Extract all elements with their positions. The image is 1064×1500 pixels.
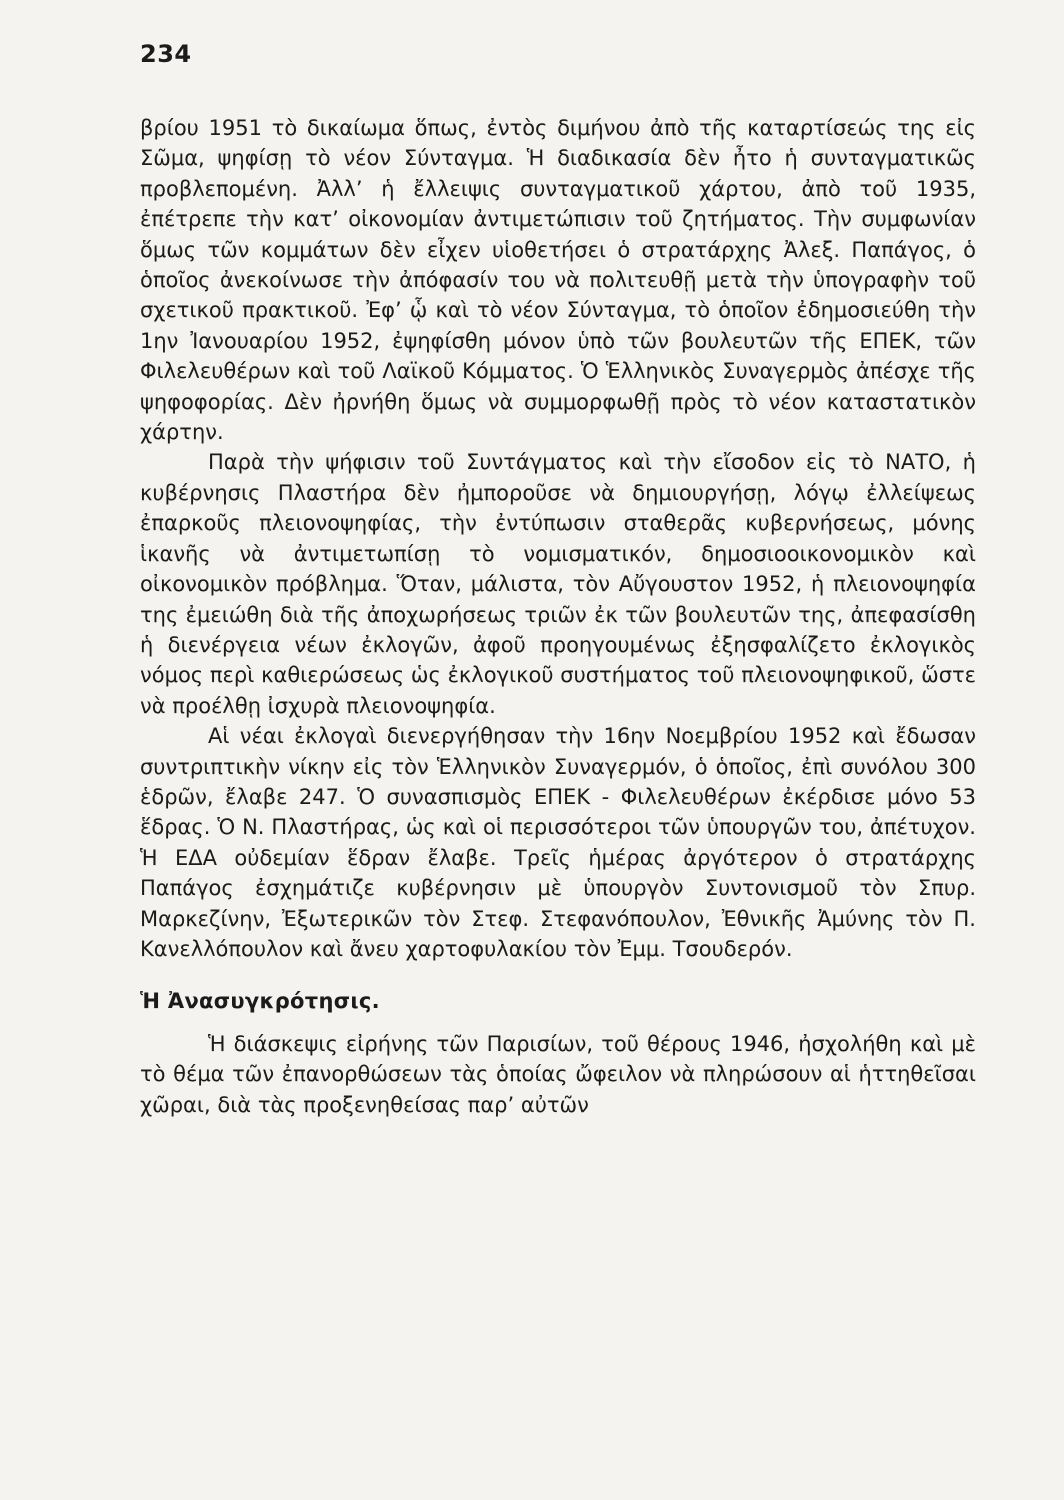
paragraph-1: βρίου 1951 τὸ δικαίωμα ὅπως, ἐντὸς διμήνου ἀπὸ τῆς καταρτίσεώς της εἰς Σῶμα, ψηφίσῃ τὸ νέον Σύνταγμα. Ἡ διαδικασία δὲν ἦτο ἡ συνταγματικῶς προβλεπομένη. Ἀλλ’ ἡ ἔλλειψις συνταγματικοῦ χάρτου, ἀπὸ τοῦ 1935, ἐπέτρεπε τὴν κατ’ οἰκονομίαν ἀντιμετώπισιν τοῦ ζητήματος. Τὴν συμφωνίαν ὅμως τῶν κομμάτων δὲν εἶχεν υἱοθετήσει ὁ στρατάρχης Ἀλεξ. Παπάγος, ὁ ὁποῖος ἀνεκοίνωσε τὴν ἀπόφασίν του νὰ πολιτευθῇ μετὰ τὴν ὑπογραφὴν τοῦ σχετικοῦ πρακτικοῦ. Ἐφ’ ᾧ καὶ τὸ νέον Σύνταγμα, τὸ ὁποῖον ἐδημοσιεύθη τὴν 1ην Ἰανουαρίου 1952, ἐψηφίσθη μόνον ὑπὸ τῶν βουλευτῶν τῆς ΕΠΕΚ, τῶν Φιλελευθέρων καὶ τοῦ Λαϊκοῦ Κόμματος. Ὁ Ἑλληνικὸς Συναγερμὸς ἀπέσχε τῆς ψηφοφορίας. Δὲν ἠρνήθη ὅμως νὰ συμμορφωθῇ πρὸς τὸ νέον καταστατικὸν χάρτην. xyxy=(140,116,976,445)
section-heading: Ἡ Ἀνασυγκρότησις. xyxy=(140,989,380,1014)
paragraph-3: Αἱ νέαι ἐκλογαὶ διενεργήθησαν τὴν 16ην Νοεμβρίου 1952 καὶ ἔδωσαν συντριπτικὴν νίκην εἰς τὸν Ἑλληνικὸν Συναγερμόν, ὁ ὁποῖος, ἐπὶ συνόλου 300 ἑδρῶν, ἔλαβε 247. Ὁ συνασπισμὸς ΕΠΕΚ - Φιλελευθέρων ἐκέρδισε μόνο 53 ἕδρας. Ὁ Ν. Πλαστήρας, ὡς καὶ οἱ περισσότεροι τῶν ὑπουργῶν του, ἀπέτυχον. Ἡ ΕΔΑ οὐδεμίαν ἕδραν ἔλαβε. Τρεῖς ἡμέρας ἀργότερον ὁ στρατάρχης Παπάγος ἐσχημάτιζε κυβέρνησιν μὲ ὑπουργὸν Συντονισμοῦ τὸν Σπυρ. Μαρκεζίνην, Ἐξωτερικῶν τὸν Στεφ. Στεφανόπουλον, Ἐθνικῆς Ἀμύνης τὸν Π. Κανελλόπουλον καὶ ἄνευ χαρτοφυλακίου τὸν Ἐμμ. Τσουδερόν. xyxy=(140,724,976,961)
page-number: 234 xyxy=(140,40,192,68)
paragraph-4: Ἡ διάσκεψις εἰρήνης τῶν Παρισίων, τοῦ θέρους 1946, ἠσχολήθη καὶ μὲ τὸ θέμα τῶν ἐπανορθώσεων τὰς ὁποίας ὤφειλον νὰ πληρώσουν αἱ ἡττηθεῖσαι χῶραι, διὰ τὰς προξενηθείσας παρ’ αὐτῶν xyxy=(140,1031,976,1117)
paragraph-2: Παρὰ τὴν ψήφισιν τοῦ Συντάγματος καὶ τὴν εἴσοδον εἰς τὸ ΝΑΤΟ, ἡ κυβέρνησις Πλαστήρα δὲν ἠμποροῦσε νὰ δημιουργήσῃ, λόγῳ ἐλλείψεως ἐπαρκοῦς πλειονοψηφίας, τὴν ἐντύπωσιν σταθερᾶς κυβερνήσεως, μόνης ἱκανῆς νὰ ἀντιμετωπίσῃ τὸ νομισματικόν, δημοσιοοικονομικὸν καὶ οἰκονομικὸν πρόβλημα. Ὅταν, μάλιστα, τὸν Αὔγουστον 1952, ἡ πλειονοψηφία της ἐμειώθη διὰ τῆς ἀποχωρήσεως τριῶν ἐκ τῶν βουλευτῶν της, ἀπεφασίσθη ἡ διενέργεια νέων ἐκλογῶν, ἀφοῦ προηγουμένως ἐξησφαλίζετο ἐκλογικὸς νόμος περὶ καθιερώσεως ὡς ἐκλογικοῦ συστήματος τοῦ πλειονοψηφικοῦ, ὥστε νὰ προέλθῃ ἰσχυρὰ πλειονοψηφία. xyxy=(140,450,976,718)
page-text xyxy=(140,113,976,1120)
